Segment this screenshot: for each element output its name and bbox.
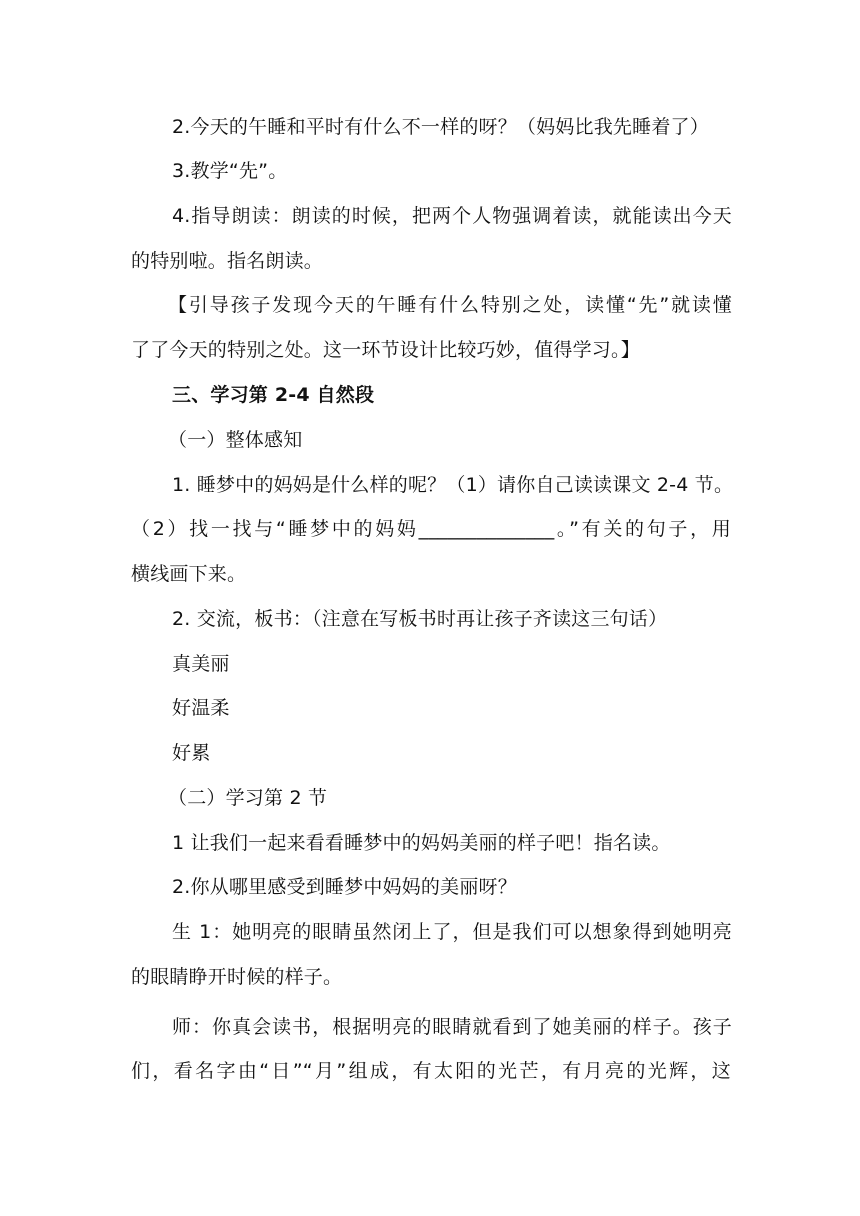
- annotation-line: 【引导孩子发现今天的午睡有什么特别之处，读懂“先”就读懂: [168, 294, 732, 316]
- paragraph-line: 2.今天的午睡和平时有什么不一样的呀？（妈妈比我先睡着了）: [172, 116, 709, 138]
- paragraph-line: 1 让我们一起来看看睡梦中的妈妈美丽的样子吧！指名读。: [172, 832, 671, 854]
- paragraph-line: 们，看名字由“日”“月”组成，有太阳的光芒，有月亮的光辉，这: [131, 1060, 731, 1082]
- paragraph-line: 2. 交流，板书：（注意在写板书时再让孩子齐读这三句话）: [172, 608, 668, 630]
- paragraph-line: 横线画下来。: [131, 563, 247, 585]
- subsection-heading: （二）学习第 2 节: [168, 787, 328, 809]
- paragraph-line: 3.教学“先”。: [172, 160, 288, 182]
- paragraph-line: 的特别啦。指名朗读。: [131, 250, 324, 272]
- paragraph-line: （2）找一找与“睡梦中的妈妈______________。”有关的句子，用: [131, 518, 731, 540]
- paragraph-line: 生 1：她明亮的眼睛虽然闭上了，但是我们可以想象得到她明亮: [172, 921, 732, 943]
- paragraph-line: 的眼睛睁开时候的样子。: [131, 966, 343, 988]
- board-item: 好累: [172, 742, 211, 764]
- annotation-line: 了了今天的特别之处。这一环节设计比较巧妙，值得学习。】: [131, 339, 640, 361]
- board-item: 好温柔: [172, 697, 230, 719]
- paragraph-line: 2.你从哪里感受到睡梦中妈妈的美丽呀？: [172, 876, 517, 898]
- paragraph-line: 师：你真会读书，根据明亮的眼睛就看到了她美丽的样子。孩子: [172, 1016, 732, 1038]
- section-heading: 三、学习第 2-4 自然段: [172, 384, 375, 406]
- paragraph-line: 4.指导朗读：朗读的时候，把两个人物强调着读，就能读出今天: [172, 205, 732, 227]
- board-item: 真美丽: [172, 653, 230, 675]
- subsection-heading: （一）整体感知: [168, 429, 303, 451]
- paragraph-line: 1. 睡梦中的妈妈是什么样的呢？（1）请你自己读读课文 2-4 节。: [172, 474, 734, 496]
